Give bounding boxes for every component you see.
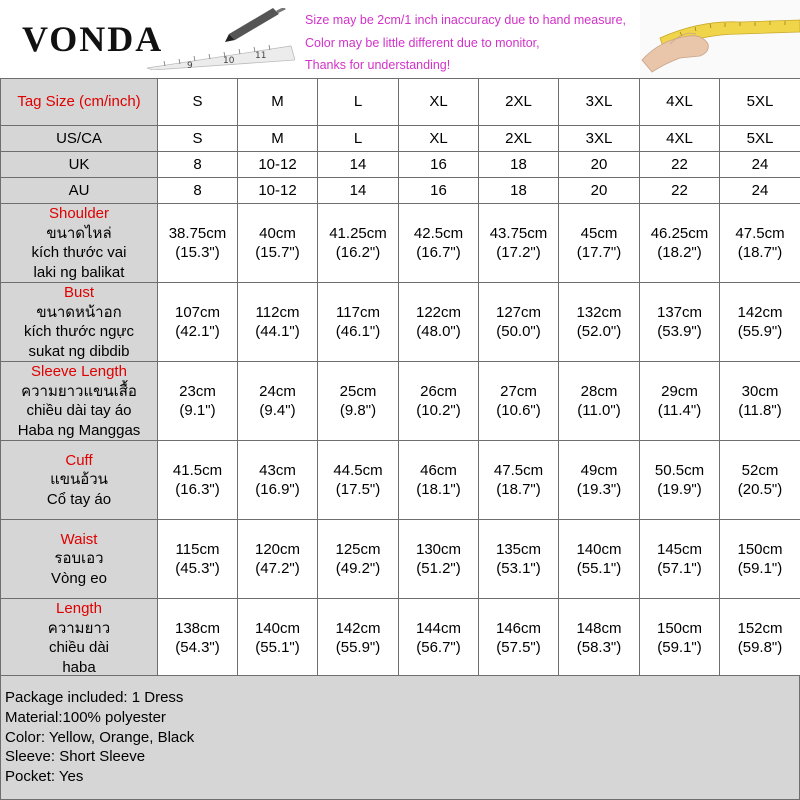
size-header: 2XL <box>479 79 559 126</box>
measure-cell <box>720 362 800 441</box>
note-line: Thanks for understanding! <box>305 58 451 72</box>
tag-size-label: Tag Size (cm/inch) <box>1 79 158 126</box>
region-cell: 2XL <box>479 126 559 152</box>
cm-value: 45cm <box>580 224 618 242</box>
region-cell: 10-12 <box>238 152 318 178</box>
cm-value: 148cm <box>576 619 622 637</box>
measure-cell <box>479 441 559 520</box>
measure-title: Bust <box>63 284 94 301</box>
tag-size-row <box>1 79 800 126</box>
measure-row-sleeve-length <box>1 362 800 441</box>
header-banner <box>0 0 800 78</box>
region-label: UK <box>1 152 158 178</box>
measure-cell <box>158 204 238 283</box>
measure-cell <box>399 599 479 678</box>
measure-translation: laki ng balikat <box>33 263 125 281</box>
product-details <box>0 675 800 800</box>
inch-value: (9.1") <box>179 402 216 419</box>
measure-cell <box>318 204 399 283</box>
measure-cell <box>238 283 318 362</box>
measure-cell <box>399 441 479 520</box>
inch-value: (48.0") <box>416 323 461 340</box>
cm-value: 127cm <box>495 303 542 321</box>
measure-cell <box>640 362 720 441</box>
inch-value: (10.6") <box>496 402 541 419</box>
ruler-number: 11 <box>255 51 267 61</box>
inch-value: (45.3") <box>175 560 220 577</box>
inch-value: (57.5") <box>496 639 541 656</box>
inch-value: (17.7") <box>576 244 622 261</box>
cm-value: 142cm <box>335 619 381 637</box>
inch-value: (11.0") <box>577 402 621 419</box>
size-header: 4XL <box>640 79 720 126</box>
region-cell: 3XL <box>559 126 640 152</box>
measure-cell <box>479 362 559 441</box>
cm-value: 138cm <box>174 619 221 637</box>
size-header: M <box>238 79 318 126</box>
cm-value: 49cm <box>580 461 618 479</box>
cm-value: 42.5cm <box>413 224 464 242</box>
inch-value: (18.1") <box>416 481 461 498</box>
inch-value: (57.1") <box>657 560 702 577</box>
cm-value: 27cm <box>500 382 537 400</box>
measure-cell <box>640 441 720 520</box>
inch-value: (17.5") <box>335 481 381 498</box>
measure-row-length <box>1 599 800 678</box>
region-cell: 8 <box>158 152 238 178</box>
measure-row-waist <box>1 520 800 599</box>
cm-value: 26cm <box>420 382 457 400</box>
inch-value: (59.8") <box>737 639 783 656</box>
detail-line: Material:100% polyester <box>5 708 166 726</box>
size-header: S <box>158 79 238 126</box>
measure-cell <box>318 441 399 520</box>
inch-value: (56.7") <box>416 639 461 656</box>
measure-cell <box>640 204 720 283</box>
measure-translation: รอบเอว <box>54 550 104 568</box>
cm-value: 41.25cm <box>329 224 387 242</box>
cm-value: 112cm <box>255 303 300 321</box>
inch-value: (54.3") <box>175 639 220 656</box>
cm-value: 150cm <box>656 619 703 637</box>
measure-cell <box>158 283 238 362</box>
inch-value: (49.2") <box>335 560 381 577</box>
cm-value: 146cm <box>495 619 542 637</box>
cm-value: 132cm <box>576 303 622 321</box>
region-cell: 8 <box>158 178 238 204</box>
region-row-us-ca <box>1 126 800 152</box>
measure-label <box>1 599 158 678</box>
measure-title: Cuff <box>65 451 93 469</box>
measure-cell <box>559 362 640 441</box>
size-header: 5XL <box>720 79 800 126</box>
measure-cell <box>399 362 479 441</box>
cm-value: 43.75cm <box>489 224 548 242</box>
measure-cell <box>318 599 399 678</box>
measure-cell <box>640 283 720 362</box>
inch-value: (9.8") <box>339 402 377 419</box>
measure-cell <box>559 599 640 678</box>
inch-value: (20.5") <box>737 481 783 498</box>
measure-cell <box>318 283 399 362</box>
region-label: AU <box>1 178 158 204</box>
cm-value: 152cm <box>737 619 783 637</box>
cm-value: 25cm <box>339 382 377 400</box>
detail-line: Color: Yellow, Orange, Black <box>5 728 195 746</box>
cm-value: 107cm <box>174 303 221 321</box>
inch-value: (11.8") <box>738 402 782 419</box>
inch-value: (17.2") <box>496 244 541 261</box>
measure-cell <box>158 520 238 599</box>
measure-cell <box>238 520 318 599</box>
region-cell: S <box>158 126 238 152</box>
disclaimer-notes <box>305 9 626 77</box>
inch-value: (10.2") <box>416 402 461 419</box>
measure-cell <box>238 599 318 678</box>
measure-translation: ความยาวแขนเสื้อ <box>21 382 137 400</box>
cm-value: 40cm <box>259 224 296 242</box>
measure-cell <box>238 441 318 520</box>
region-cell: 16 <box>399 178 479 204</box>
inch-value: (42.1") <box>175 323 220 340</box>
measure-translation: chiều dài tay áo <box>26 402 132 419</box>
inch-value: (15.7") <box>255 244 300 261</box>
inch-value: (51.2") <box>416 560 461 577</box>
cm-value: 24cm <box>259 382 296 400</box>
region-cell: 16 <box>399 152 479 178</box>
cm-value: 140cm <box>254 619 301 637</box>
measure-cell <box>399 283 479 362</box>
region-cell: 14 <box>318 178 399 204</box>
inch-value: (16.9") <box>255 481 300 498</box>
inch-value: (16.2") <box>335 244 381 261</box>
detail-line: Sleeve: Short Sleeve <box>5 748 146 766</box>
detail-line: Pocket: Yes <box>5 768 84 786</box>
measure-label <box>1 283 158 362</box>
cm-value: 125cm <box>335 540 381 558</box>
note-line: Color may be little different due to monitor, <box>305 35 540 50</box>
measure-cell <box>479 204 559 283</box>
ruler-number: 9 <box>187 61 193 70</box>
inch-value: (46.1") <box>335 323 381 340</box>
cm-value: 115cm <box>175 540 220 558</box>
size-chart-table <box>0 78 800 678</box>
cm-value: 144cm <box>415 619 462 637</box>
measure-cell <box>720 441 800 520</box>
measure-cell <box>720 283 800 362</box>
measure-cell <box>238 204 318 283</box>
region-row-au <box>1 178 800 204</box>
region-cell: 14 <box>318 152 399 178</box>
cm-value: 43cm <box>259 461 296 479</box>
cm-value: 142cm <box>737 303 783 321</box>
cm-value: 50.5cm <box>654 461 705 479</box>
cm-value: 46cm <box>420 461 457 479</box>
measure-cell <box>559 283 640 362</box>
cm-value: 122cm <box>415 303 462 321</box>
inch-value: (53.9") <box>657 323 702 340</box>
cm-value: 140cm <box>576 540 622 558</box>
cm-value: 44.5cm <box>333 461 383 479</box>
cm-value: 150cm <box>737 540 783 558</box>
region-cell: 5XL <box>720 126 800 152</box>
region-cell: 4XL <box>640 126 720 152</box>
brand-logo: VONDA <box>22 19 164 59</box>
inch-value: (59.1") <box>737 560 783 577</box>
size-header: XL <box>399 79 479 126</box>
inch-value: (16.7") <box>416 244 461 261</box>
measure-cell <box>479 520 559 599</box>
measure-row-bust <box>1 283 800 362</box>
cm-value: 52cm <box>741 461 779 479</box>
measure-title: Waist <box>60 530 98 548</box>
measure-row-cuff <box>1 441 800 520</box>
measure-translation: sukat ng dibdib <box>28 342 130 360</box>
measure-translation: Haba ng Manggas <box>17 421 141 439</box>
measure-cell <box>158 362 238 441</box>
measure-cell <box>479 599 559 678</box>
inch-value: (19.9") <box>657 481 702 498</box>
measure-cell <box>559 204 640 283</box>
cm-value: 130cm <box>415 540 462 558</box>
measure-translation: ขนาดไหล่ <box>46 224 112 242</box>
region-cell: 24 <box>720 178 800 204</box>
cm-value: 38.75cm <box>168 224 227 242</box>
measure-translation: ความยาว <box>47 619 111 637</box>
ruler-pencil-image <box>145 8 295 70</box>
cm-value: 120cm <box>254 540 301 558</box>
note-line: Size may be 2cm/1 inch inaccuracy due to hand measure, <box>305 13 627 27</box>
measure-cell <box>640 599 720 678</box>
measure-cell <box>158 599 238 678</box>
region-cell: 20 <box>559 152 640 178</box>
region-cell: L <box>318 126 399 152</box>
measure-label <box>1 362 158 441</box>
cm-value: 47.5cm <box>493 461 544 479</box>
region-cell: 24 <box>720 152 800 178</box>
measure-cell <box>720 599 800 678</box>
cm-value: 47.5cm <box>735 224 785 242</box>
measure-translation: haba <box>62 658 96 676</box>
measure-cell <box>720 520 800 599</box>
size-header: L <box>318 79 399 126</box>
measure-cell <box>158 441 238 520</box>
measure-title: Length <box>56 600 102 617</box>
inch-value: (18.7") <box>496 481 541 498</box>
measure-cell <box>640 520 720 599</box>
cm-value: 28cm <box>580 382 618 400</box>
measure-cell <box>559 520 640 599</box>
region-cell: 20 <box>559 178 640 204</box>
inch-value: (59.1") <box>657 639 702 656</box>
measure-translation: kích thước ngực <box>24 323 134 340</box>
measure-translation: kích thước vai <box>31 244 127 261</box>
region-cell: XL <box>399 126 479 152</box>
measure-title: Sleeve Length <box>31 363 127 380</box>
measure-label <box>1 520 158 599</box>
measure-translation: Cổ tay áo <box>46 490 112 508</box>
measure-cell <box>318 362 399 441</box>
inch-value: (15.3") <box>175 244 220 261</box>
inch-value: (55.9") <box>737 323 783 340</box>
inch-value: (53.1") <box>496 560 541 577</box>
measure-translation: ขนาดหน้าอก <box>36 303 122 321</box>
cm-value: 41.5cm <box>172 461 223 479</box>
inch-value: (47.2") <box>255 560 300 577</box>
region-label: US/CA <box>1 126 158 152</box>
cm-value: 145cm <box>656 540 703 558</box>
inch-value: (18.2") <box>657 244 702 261</box>
inch-value: (44.1") <box>255 323 300 340</box>
cm-value: 29cm <box>661 382 698 400</box>
inch-value: (58.3") <box>576 639 622 656</box>
cm-value: 46.25cm <box>650 224 709 242</box>
cm-value: 117cm <box>336 303 380 321</box>
inch-value: (55.9") <box>335 639 381 656</box>
region-cell: 22 <box>640 152 720 178</box>
region-cell: 10-12 <box>238 178 318 204</box>
region-cell: 18 <box>479 152 559 178</box>
cm-value: 30cm <box>741 382 779 400</box>
measure-cell <box>318 520 399 599</box>
inch-value: (16.3") <box>175 481 220 498</box>
inch-value: (55.1") <box>576 560 622 577</box>
inch-value: (19.3") <box>576 481 622 498</box>
size-header: 3XL <box>559 79 640 126</box>
measure-translation: แขนอ้วน <box>50 471 108 489</box>
cm-value: 137cm <box>656 303 703 321</box>
measure-cell <box>238 362 318 441</box>
measure-cell <box>559 441 640 520</box>
inch-value: (55.1") <box>255 639 300 656</box>
ruler-number: 10 <box>223 56 235 66</box>
cm-value: 23cm <box>179 382 216 400</box>
region-cell: M <box>238 126 318 152</box>
measuring-tape-hand-image <box>640 0 800 78</box>
inch-value: (9.4") <box>259 402 296 419</box>
inch-value: (18.7") <box>737 244 783 261</box>
measure-title: Shoulder <box>48 205 110 222</box>
measure-label <box>1 204 158 283</box>
measure-cell <box>720 204 800 283</box>
measure-translation: Vòng eo <box>51 569 107 587</box>
inch-value: (11.4") <box>657 402 702 419</box>
region-row-uk <box>1 152 800 178</box>
region-cell: 18 <box>479 178 559 204</box>
measure-row-shoulder <box>1 204 800 283</box>
measure-translation: chiều dài <box>48 639 110 656</box>
measure-label <box>1 441 158 520</box>
measure-cell <box>479 283 559 362</box>
cm-value: 135cm <box>495 540 542 558</box>
region-cell: 22 <box>640 178 720 204</box>
inch-value: (50.0") <box>496 323 541 340</box>
inch-value: (52.0") <box>576 323 622 340</box>
measure-cell <box>399 204 479 283</box>
measure-cell <box>399 520 479 599</box>
detail-line: Package included: 1 Dress <box>5 689 184 706</box>
